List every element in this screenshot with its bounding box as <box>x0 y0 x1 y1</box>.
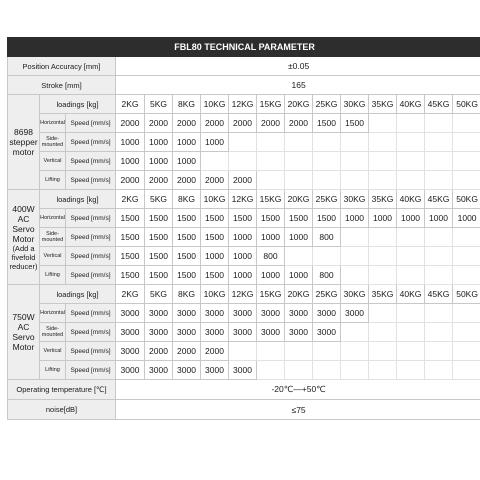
speed-value: 1500 <box>257 209 285 228</box>
empty-cell <box>369 228 397 247</box>
stroke-row <box>8 76 480 95</box>
empty-cell <box>453 247 480 266</box>
speed-value: 1000 <box>173 133 201 152</box>
load-10-header: 40KG <box>397 285 425 304</box>
speed-value: 800 <box>313 228 341 247</box>
empty-cell <box>229 152 257 171</box>
motor-1-mode-row <box>8 228 480 247</box>
empty-cell <box>369 361 397 380</box>
speed-label: Speed [mm/s] <box>66 133 116 152</box>
motor-0-mode-row <box>8 133 480 152</box>
speed-value: 2000 <box>145 114 173 133</box>
load-10-header: 40KG <box>397 95 425 114</box>
empty-cell <box>341 171 369 190</box>
technical-parameter-table <box>7 37 480 420</box>
motor-0-name <box>8 95 40 190</box>
speed-value: 3000 <box>313 304 341 323</box>
load-2-header: 8KG <box>173 285 201 304</box>
empty-cell <box>369 171 397 190</box>
speed-label: Speed [mm/s] <box>66 361 116 380</box>
speed-value: 1500 <box>173 209 201 228</box>
empty-cell <box>453 133 480 152</box>
stroke-label: Stroke [mm] <box>8 76 116 95</box>
speed-value: 1000 <box>285 266 313 285</box>
empty-cell <box>369 114 397 133</box>
speed-value: 1500 <box>173 228 201 247</box>
speed-value: 1000 <box>201 133 229 152</box>
motor-name-line: motor <box>12 147 35 157</box>
load-8-header: 30KG <box>341 95 369 114</box>
empty-cell <box>313 171 341 190</box>
parameter-table-wrapper <box>7 37 478 420</box>
load-7-header: 25KG <box>313 285 341 304</box>
speed-label: Speed [mm/s] <box>66 304 116 323</box>
speed-value: 1000 <box>145 152 173 171</box>
load-6-header: 20KG <box>285 95 313 114</box>
load-5-header: 15KG <box>257 285 285 304</box>
load-0-header: 2KG <box>116 190 145 209</box>
position-accuracy-value: ±0.05 <box>116 57 480 76</box>
empty-cell <box>229 342 257 361</box>
empty-cell <box>397 171 425 190</box>
mounting-mode-label: Vertical <box>40 152 66 171</box>
speed-value: 2000 <box>173 342 201 361</box>
load-11-header: 45KG <box>425 285 453 304</box>
speed-value: 1500 <box>341 114 369 133</box>
empty-cell <box>341 228 369 247</box>
noise-value: ≤75 <box>116 400 480 420</box>
empty-cell <box>313 342 341 361</box>
motor-name-line: Servo <box>12 223 35 234</box>
mounting-mode-label: Side-mounted <box>40 228 66 247</box>
motor-name-line: 8698 <box>14 127 33 137</box>
speed-value: 2000 <box>173 171 201 190</box>
empty-cell <box>453 342 480 361</box>
empty-cell <box>257 361 285 380</box>
motor-note-line: fivefold <box>11 252 36 262</box>
speed-value: 3000 <box>285 304 313 323</box>
speed-value: 1000 <box>116 133 145 152</box>
load-4-header: 12KG <box>229 95 257 114</box>
speed-value: 1000 <box>397 209 425 228</box>
mounting-mode-label: Side-mounted <box>40 133 66 152</box>
speed-value: 3000 <box>116 323 145 342</box>
speed-value: 1500 <box>201 209 229 228</box>
empty-cell <box>229 133 257 152</box>
speed-value: 1000 <box>229 247 257 266</box>
speed-value: 2000 <box>201 171 229 190</box>
motor-1-mode-row <box>8 247 480 266</box>
speed-label: Speed [mm/s] <box>66 114 116 133</box>
speed-value: 2000 <box>145 171 173 190</box>
motor-2-mode-row <box>8 323 480 342</box>
empty-cell <box>453 323 480 342</box>
empty-cell <box>257 171 285 190</box>
speed-value: 3000 <box>257 323 285 342</box>
motor-0-mode-row <box>8 114 480 133</box>
speed-value: 1000 <box>257 228 285 247</box>
speed-value: 1500 <box>173 247 201 266</box>
speed-label: Speed [mm/s] <box>66 323 116 342</box>
speed-value: 1500 <box>145 247 173 266</box>
speed-value: 1000 <box>257 266 285 285</box>
empty-cell <box>397 323 425 342</box>
motor-name-line: Motor <box>12 233 35 244</box>
empty-cell <box>285 247 313 266</box>
speed-value: 1000 <box>285 228 313 247</box>
speed-label: Speed [mm/s] <box>66 152 116 171</box>
load-1-header: 5KG <box>145 190 173 209</box>
mounting-mode-label: Vertical <box>40 247 66 266</box>
speed-value: 2000 <box>257 114 285 133</box>
speed-value: 3000 <box>145 304 173 323</box>
empty-cell <box>341 152 369 171</box>
empty-cell <box>369 247 397 266</box>
load-9-header: 35KG <box>369 285 397 304</box>
mounting-mode-label: Side-mounted <box>40 323 66 342</box>
mounting-mode-label: Horizontal <box>40 304 66 323</box>
operating-temperature-value: -20℃—+50℃ <box>116 380 480 400</box>
speed-value: 3000 <box>145 361 173 380</box>
speed-value: 1000 <box>201 247 229 266</box>
empty-cell <box>425 171 453 190</box>
speed-value: 2000 <box>201 342 229 361</box>
speed-label: Speed [mm/s] <box>66 171 116 190</box>
speed-label: Speed [mm/s] <box>66 342 116 361</box>
load-4-header: 12KG <box>229 285 257 304</box>
speed-label: Speed [mm/s] <box>66 247 116 266</box>
mounting-mode-label: Lifting <box>40 361 66 380</box>
load-0-header: 2KG <box>116 285 145 304</box>
load-7-header: 25KG <box>313 95 341 114</box>
empty-cell <box>285 342 313 361</box>
empty-cell <box>285 152 313 171</box>
empty-cell <box>453 114 480 133</box>
empty-cell <box>201 152 229 171</box>
motor-1-loadings-row <box>8 190 480 209</box>
empty-cell <box>453 171 480 190</box>
empty-cell <box>341 133 369 152</box>
empty-cell <box>425 152 453 171</box>
load-7-header: 25KG <box>313 190 341 209</box>
speed-value: 1500 <box>116 266 145 285</box>
load-5-header: 15KG <box>257 95 285 114</box>
load-9-header: 35KG <box>369 190 397 209</box>
load-3-header: 10KG <box>201 285 229 304</box>
speed-value: 1500 <box>116 209 145 228</box>
speed-value: 3000 <box>201 304 229 323</box>
empty-cell <box>257 342 285 361</box>
mounting-mode-label: Vertical <box>40 342 66 361</box>
empty-cell <box>341 323 369 342</box>
position-accuracy-row <box>8 57 480 76</box>
speed-value: 1500 <box>285 209 313 228</box>
load-8-header: 30KG <box>341 190 369 209</box>
empty-cell <box>369 133 397 152</box>
empty-cell <box>397 114 425 133</box>
motor-name-line: Servo <box>12 332 35 342</box>
empty-cell <box>369 304 397 323</box>
empty-cell <box>369 152 397 171</box>
table-title: FBL80 TECHNICAL PARAMETER <box>8 38 480 57</box>
speed-value: 1500 <box>313 209 341 228</box>
empty-cell <box>425 247 453 266</box>
empty-cell <box>257 152 285 171</box>
load-1-header: 5KG <box>145 285 173 304</box>
speed-value: 3000 <box>285 323 313 342</box>
mounting-mode-label: Horizontal <box>40 114 66 133</box>
speed-value: 3000 <box>201 361 229 380</box>
empty-cell <box>425 342 453 361</box>
empty-cell <box>285 171 313 190</box>
mounting-mode-label: Lifting <box>40 171 66 190</box>
empty-cell <box>313 361 341 380</box>
empty-cell <box>369 266 397 285</box>
load-4-header: 12KG <box>229 190 257 209</box>
load-9-header: 35KG <box>369 95 397 114</box>
load-6-header: 20KG <box>285 285 313 304</box>
speed-value: 1500 <box>229 209 257 228</box>
speed-value: 1000 <box>425 209 453 228</box>
speed-value: 1500 <box>145 228 173 247</box>
motor-name-line: 750W <box>12 312 35 322</box>
stroke-value: 165 <box>116 76 480 95</box>
operating-temperature-row <box>8 380 480 400</box>
empty-cell <box>425 114 453 133</box>
empty-cell <box>341 266 369 285</box>
empty-cell <box>397 228 425 247</box>
empty-cell <box>369 342 397 361</box>
empty-cell <box>425 266 453 285</box>
speed-value: 1000 <box>453 209 480 228</box>
empty-cell <box>397 342 425 361</box>
load-3-header: 10KG <box>201 190 229 209</box>
speed-value: 2000 <box>116 171 145 190</box>
motor-1-mode-row <box>8 209 480 228</box>
empty-cell <box>425 361 453 380</box>
speed-value: 1500 <box>116 228 145 247</box>
motor-2-mode-row <box>8 342 480 361</box>
motor-name-line: 400W <box>12 203 35 214</box>
empty-cell <box>425 228 453 247</box>
motor-2-mode-row <box>8 361 480 380</box>
speed-value: 1500 <box>173 266 201 285</box>
speed-value: 3000 <box>145 323 173 342</box>
empty-cell <box>453 361 480 380</box>
speed-value: 1500 <box>145 266 173 285</box>
empty-cell <box>453 228 480 247</box>
speed-value: 3000 <box>257 304 285 323</box>
loadings-label: loadings [kg] <box>40 95 116 114</box>
motor-1-name <box>8 190 40 285</box>
motor-name-line: Motor <box>12 342 35 352</box>
empty-cell <box>425 133 453 152</box>
speed-value: 1000 <box>145 133 173 152</box>
speed-value: 1000 <box>116 152 145 171</box>
motor-note-line: reducer) <box>9 261 38 271</box>
speed-value: 3000 <box>116 361 145 380</box>
load-1-header: 5KG <box>145 95 173 114</box>
speed-value: 3000 <box>116 304 145 323</box>
motor-0-loadings-row <box>8 95 480 114</box>
load-10-header: 40KG <box>397 190 425 209</box>
load-0-header: 2KG <box>116 95 145 114</box>
speed-value: 3000 <box>116 342 145 361</box>
speed-value: 1000 <box>229 228 257 247</box>
empty-cell <box>397 304 425 323</box>
motor-1-mode-row <box>8 266 480 285</box>
speed-value: 800 <box>257 247 285 266</box>
empty-cell <box>313 247 341 266</box>
motor-0-mode-row <box>8 152 480 171</box>
empty-cell <box>341 342 369 361</box>
empty-cell <box>397 152 425 171</box>
motor-0-mode-row <box>8 171 480 190</box>
speed-value: 3000 <box>173 323 201 342</box>
speed-value: 2000 <box>145 342 173 361</box>
speed-value: 3000 <box>313 323 341 342</box>
empty-cell <box>341 361 369 380</box>
empty-cell <box>313 133 341 152</box>
speed-value: 800 <box>313 266 341 285</box>
motor-name-line: AC <box>17 322 30 332</box>
speed-value: 2000 <box>285 114 313 133</box>
load-8-header: 30KG <box>341 285 369 304</box>
empty-cell <box>397 133 425 152</box>
speed-value: 1000 <box>229 266 257 285</box>
empty-cell <box>257 133 285 152</box>
empty-cell <box>285 133 313 152</box>
loadings-label: loadings [kg] <box>40 190 116 209</box>
empty-cell <box>425 304 453 323</box>
empty-cell <box>397 247 425 266</box>
speed-value: 3000 <box>341 304 369 323</box>
speed-value: 3000 <box>201 323 229 342</box>
speed-value: 1000 <box>341 209 369 228</box>
loadings-label: loadings [kg] <box>40 285 116 304</box>
speed-value: 3000 <box>173 361 201 380</box>
speed-label: Speed [mm/s] <box>66 209 116 228</box>
speed-value: 2000 <box>201 114 229 133</box>
speed-label: Speed [mm/s] <box>66 228 116 247</box>
operating-temperature-label: Operating temperature [℃] <box>8 380 116 400</box>
speed-value: 3000 <box>229 304 257 323</box>
empty-cell <box>425 323 453 342</box>
load-6-header: 20KG <box>285 190 313 209</box>
noise-label: noise[dB] <box>8 400 116 420</box>
empty-cell <box>453 304 480 323</box>
speed-value: 2000 <box>173 114 201 133</box>
speed-value: 1500 <box>313 114 341 133</box>
motor-2-mode-row <box>8 304 480 323</box>
noise-row <box>8 400 480 420</box>
empty-cell <box>313 152 341 171</box>
load-12-header: 50KG <box>453 190 480 209</box>
speed-value: 1500 <box>145 209 173 228</box>
motor-2-loadings-row <box>8 285 480 304</box>
motor-note-line: (Add a <box>12 243 35 253</box>
empty-cell <box>369 323 397 342</box>
speed-value: 1500 <box>116 247 145 266</box>
speed-value: 3000 <box>173 304 201 323</box>
empty-cell <box>397 266 425 285</box>
mounting-mode-label: Horizontal <box>40 209 66 228</box>
speed-value: 1000 <box>369 209 397 228</box>
load-2-header: 8KG <box>173 190 201 209</box>
speed-value: 2000 <box>116 114 145 133</box>
motor-name-line: stepper <box>9 137 38 147</box>
speed-value: 2000 <box>229 114 257 133</box>
motor-name-line: AC <box>17 213 30 224</box>
load-11-header: 45KG <box>425 95 453 114</box>
empty-cell <box>453 152 480 171</box>
load-3-header: 10KG <box>201 95 229 114</box>
mounting-mode-label: Lifting <box>40 266 66 285</box>
load-11-header: 45KG <box>425 190 453 209</box>
speed-value: 1500 <box>201 266 229 285</box>
speed-label: Speed [mm/s] <box>66 266 116 285</box>
load-12-header: 50KG <box>453 95 480 114</box>
empty-cell <box>397 361 425 380</box>
empty-cell <box>285 361 313 380</box>
empty-cell <box>453 266 480 285</box>
speed-value: 2000 <box>229 171 257 190</box>
empty-cell <box>341 247 369 266</box>
speed-value: 3000 <box>229 323 257 342</box>
speed-value: 1000 <box>173 152 201 171</box>
load-2-header: 8KG <box>173 95 201 114</box>
motor-2-name <box>8 285 40 380</box>
speed-value: 1500 <box>201 228 229 247</box>
position-accuracy-label: Position Accuracy [mm] <box>8 57 116 76</box>
load-5-header: 15KG <box>257 190 285 209</box>
load-12-header: 50KG <box>453 285 480 304</box>
speed-value: 3000 <box>229 361 257 380</box>
